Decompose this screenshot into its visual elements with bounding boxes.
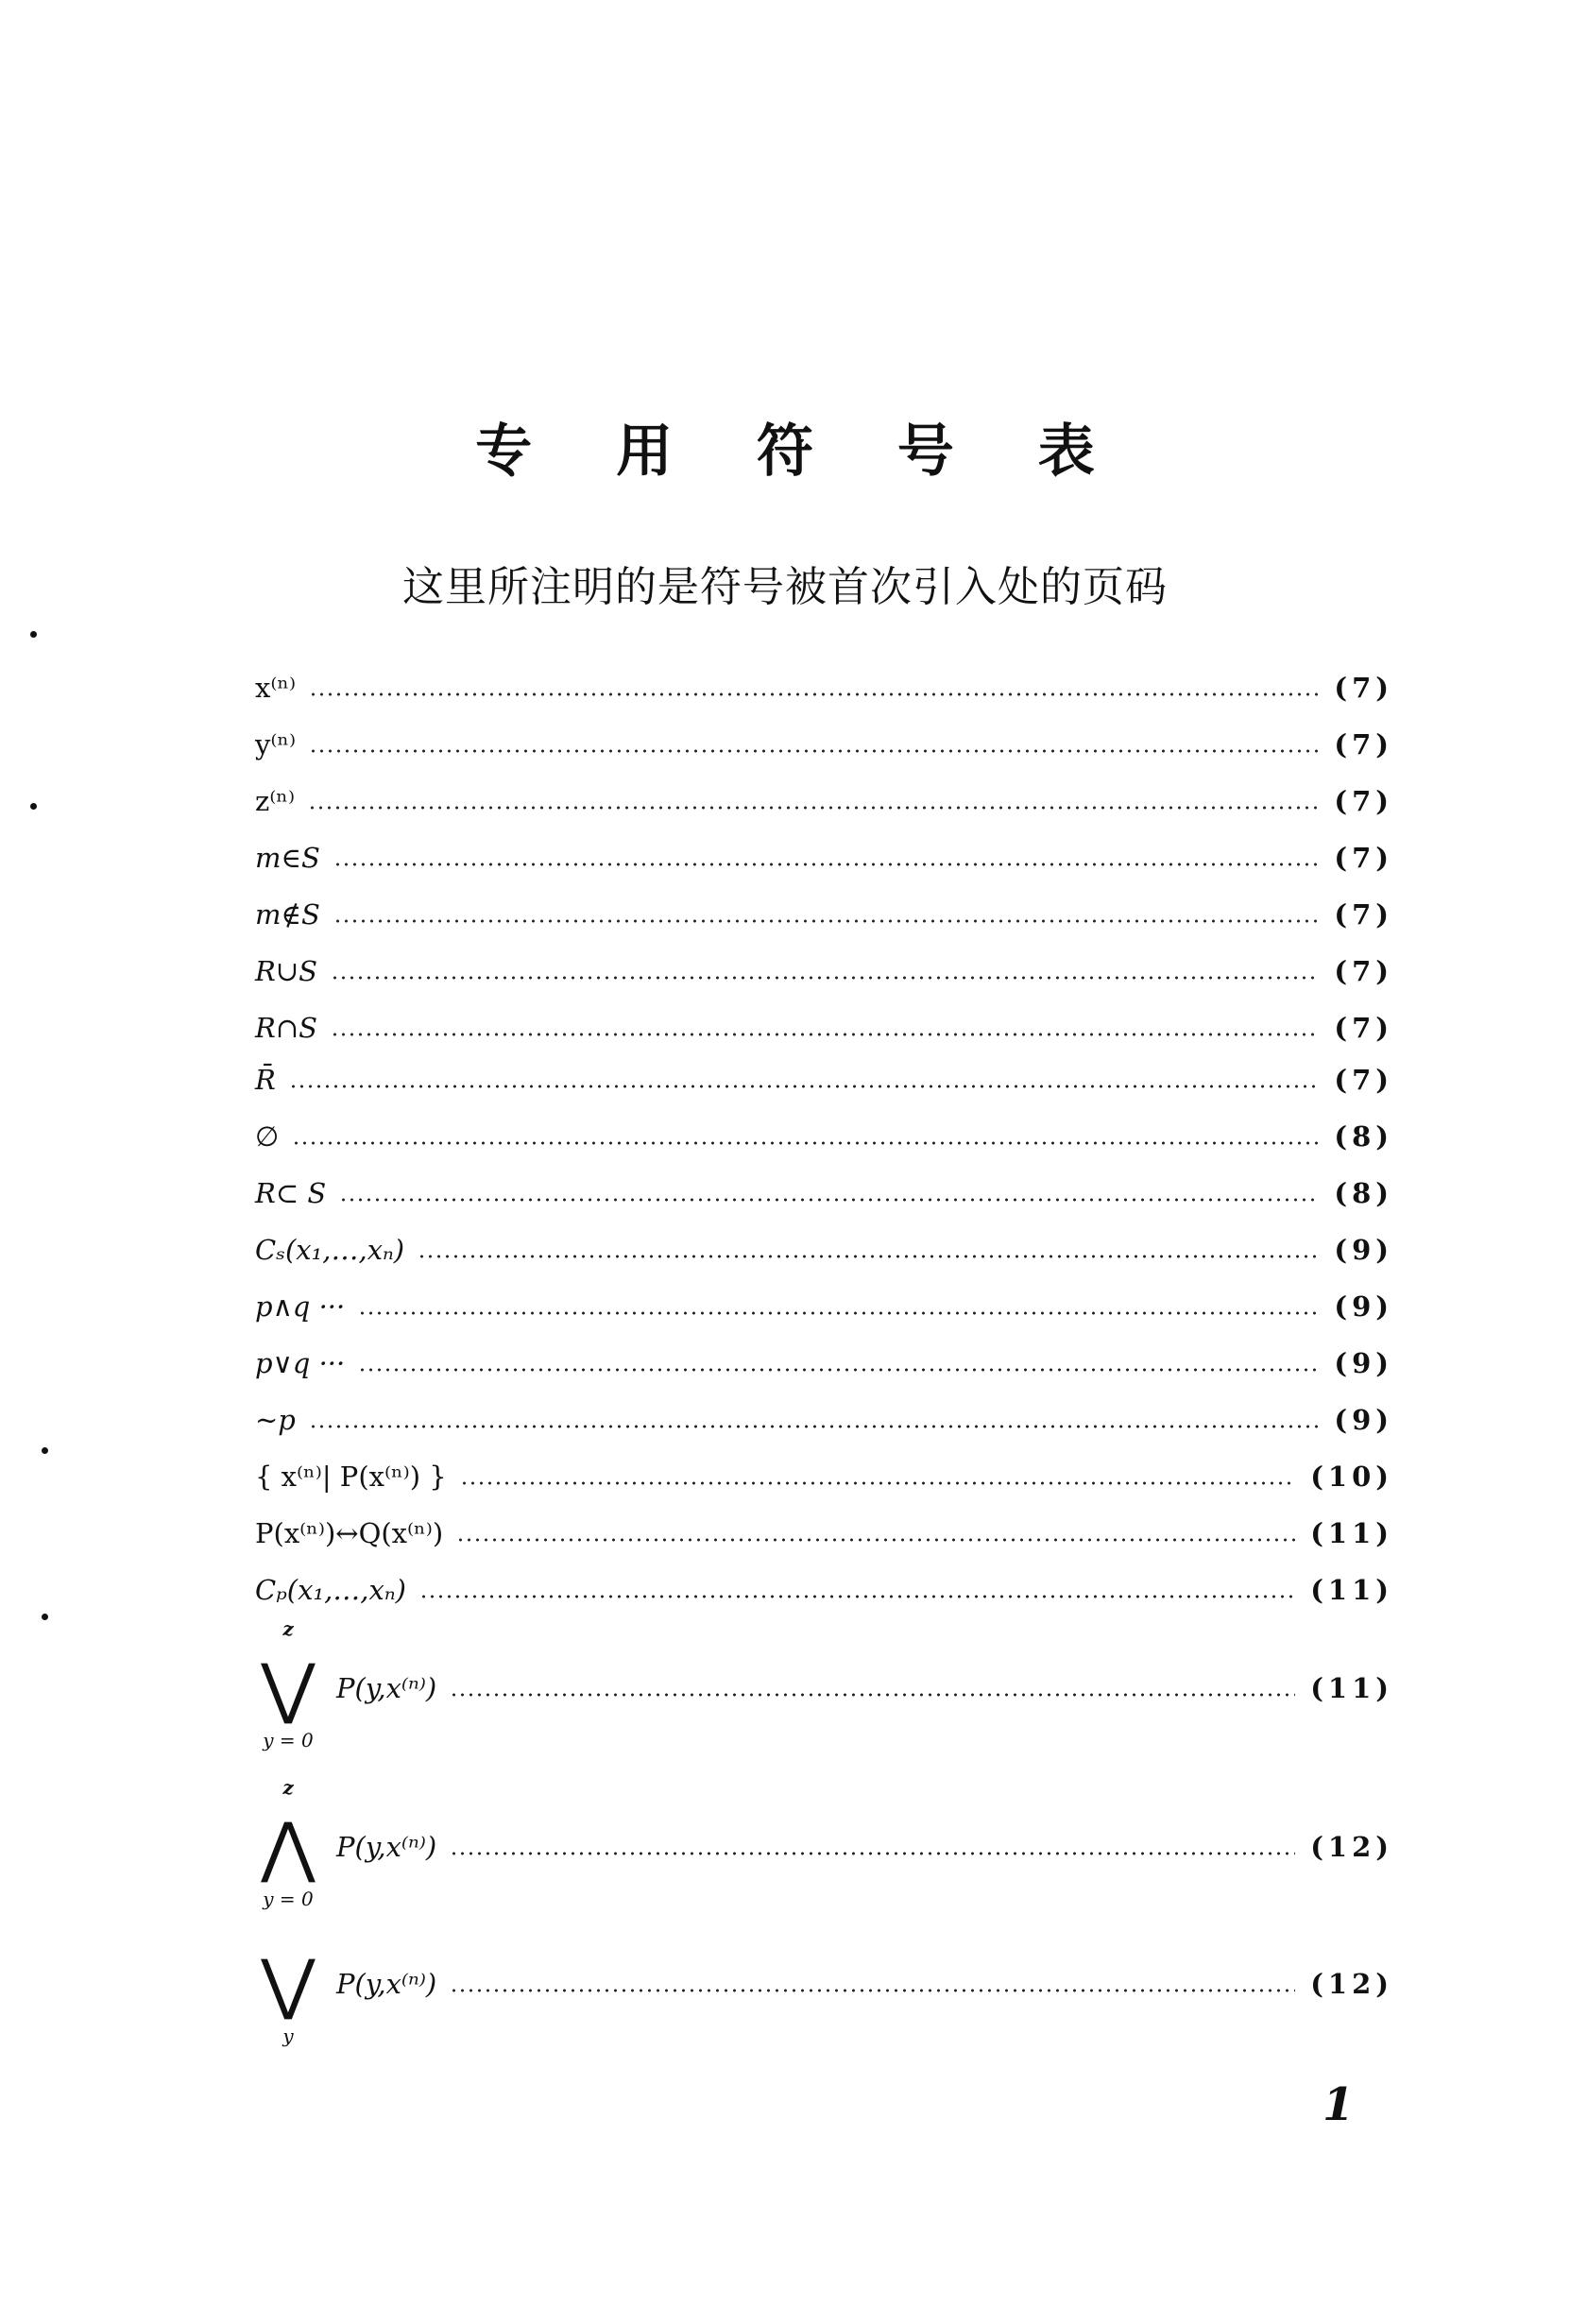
page-reference: (8): [1334, 1177, 1393, 1209]
page-reference: (7): [1334, 1064, 1393, 1096]
dot-leader: [450, 1692, 1295, 1698]
page-reference: (11): [1310, 1672, 1393, 1704]
margin-speck: [42, 1614, 48, 1620]
dot-leader: [418, 1254, 1319, 1259]
symbol-text: x⁽ⁿ⁾: [255, 672, 297, 704]
page-reference: (7): [1334, 842, 1393, 874]
symbol-text: R∩S: [255, 1012, 318, 1044]
dot-leader: [450, 1988, 1295, 1993]
page-reference: (12): [1310, 1968, 1393, 2000]
dot-leader: [309, 748, 1319, 754]
symbol-entry: [255, 1283, 1393, 1330]
symbol-text: z⁽ⁿ⁾: [255, 785, 296, 817]
symbol-text: y⁽ⁿ⁾: [255, 728, 297, 760]
dot-leader: [339, 1197, 1319, 1203]
symbol-entry: [255, 1340, 1393, 1387]
page-title: 专 用 符 号 表: [475, 419, 1127, 485]
symbol-text: ∅: [255, 1120, 280, 1153]
big-or-operator: [255, 1617, 321, 1759]
page-reference: (7): [1334, 955, 1393, 987]
symbol-entry: [255, 1170, 1393, 1217]
symbol-entry: [255, 1396, 1393, 1444]
symbol-entry: [255, 834, 1393, 881]
dot-leader: [450, 1851, 1295, 1856]
dot-leader: [333, 862, 1320, 867]
dot-leader: [419, 1594, 1295, 1599]
page-reference: (11): [1310, 1574, 1393, 1606]
symbol-entry: [255, 891, 1393, 938]
dot-leader: [333, 918, 1320, 924]
symbol-text: p∧q ···: [255, 1290, 346, 1323]
operator-lower-limit: y = 0: [263, 1888, 314, 1910]
symbol-text: Cₚ(x₁,…,xₙ): [255, 1574, 406, 1606]
margin-speck: [30, 803, 37, 810]
page-reference: (9): [1334, 1234, 1393, 1266]
page-reference: (12): [1310, 1831, 1393, 1863]
page-reference: (10): [1310, 1461, 1393, 1493]
page-reference: (7): [1334, 898, 1393, 931]
symbol-text: p∨q ···: [255, 1347, 346, 1379]
symbol-entry: [255, 778, 1393, 825]
dot-leader: [292, 1140, 1319, 1146]
big-and-operator: [255, 1776, 321, 1918]
symbol-entry: [255, 1453, 1393, 1500]
operator-upper-limit: z: [282, 1617, 294, 1640]
symbol-entry: [255, 1004, 1393, 1051]
symbol-text: P(y,x⁽ⁿ⁾): [336, 1672, 437, 1704]
margin-speck: [30, 631, 37, 638]
page-reference: (11): [1310, 1517, 1393, 1549]
operator-upper-limit: z: [282, 1776, 294, 1799]
dot-leader: [309, 1424, 1320, 1429]
symbol-text: R∪S: [255, 955, 318, 987]
symbol-entry: [255, 664, 1393, 711]
operator-lower-limit: y = 0: [263, 1729, 314, 1752]
symbol-text: P(y,x⁽ⁿ⁾): [336, 1968, 437, 2000]
page-reference: (7): [1334, 785, 1393, 817]
symbol-entry: [255, 1056, 1393, 1103]
dot-leader: [331, 975, 1319, 981]
dot-leader: [358, 1310, 1319, 1316]
big-operator-entry: [255, 1913, 1393, 2055]
dot-leader: [456, 1537, 1295, 1543]
page-reference: (9): [1334, 1404, 1393, 1436]
symbol-entry: [255, 1226, 1393, 1273]
operator-lower-limit: y: [282, 2025, 294, 2047]
symbol-text: Cₛ(x₁,…,xₙ): [255, 1234, 405, 1266]
symbol-entry: [255, 948, 1393, 995]
symbol-text: m∈S: [255, 842, 320, 874]
page-reference: (8): [1334, 1120, 1393, 1153]
page-subtitle: 这里所注明的是符号被首次引入处的页码: [402, 563, 1168, 611]
big-or-operator: [255, 1913, 321, 2055]
dot-leader: [358, 1367, 1319, 1373]
symbol-text: { x⁽ⁿ⁾| P(x⁽ⁿ⁾) }: [255, 1461, 447, 1493]
page-reference: (7): [1334, 672, 1393, 704]
symbol-text: P(x⁽ⁿ⁾)↔Q(x⁽ⁿ⁾): [255, 1517, 444, 1549]
symbol-entry: [255, 721, 1393, 768]
dot-leader: [460, 1480, 1295, 1486]
big-or-icon: ⋁: [261, 1945, 316, 2023]
symbol-entry: [255, 1113, 1393, 1160]
symbol-text: P(y,x⁽ⁿ⁾): [336, 1831, 437, 1863]
margin-speck: [42, 1447, 48, 1454]
symbol-entry: [255, 1566, 1393, 1614]
big-or-icon: ⋁: [261, 1649, 316, 1727]
dot-leader: [309, 692, 1319, 697]
page-reference: (7): [1334, 1012, 1393, 1044]
dot-leader: [289, 1084, 1320, 1089]
page-reference: (9): [1334, 1290, 1393, 1323]
big-operator-entry: [255, 1776, 1393, 1918]
big-and-icon: ⋀: [261, 1808, 316, 1886]
dot-leader: [308, 805, 1319, 811]
dot-leader: [331, 1032, 1319, 1037]
symbol-text: R̄: [255, 1064, 276, 1096]
page-number: 1: [1323, 2078, 1355, 2131]
symbol-text: ∼p: [255, 1404, 296, 1436]
symbol-text: m∉S: [255, 898, 320, 931]
big-operator-entry: [255, 1617, 1393, 1759]
page-reference: (7): [1334, 728, 1393, 760]
symbol-text: R⊂ S: [255, 1177, 327, 1209]
page-reference: (9): [1334, 1347, 1393, 1379]
symbol-entry: [255, 1510, 1393, 1557]
